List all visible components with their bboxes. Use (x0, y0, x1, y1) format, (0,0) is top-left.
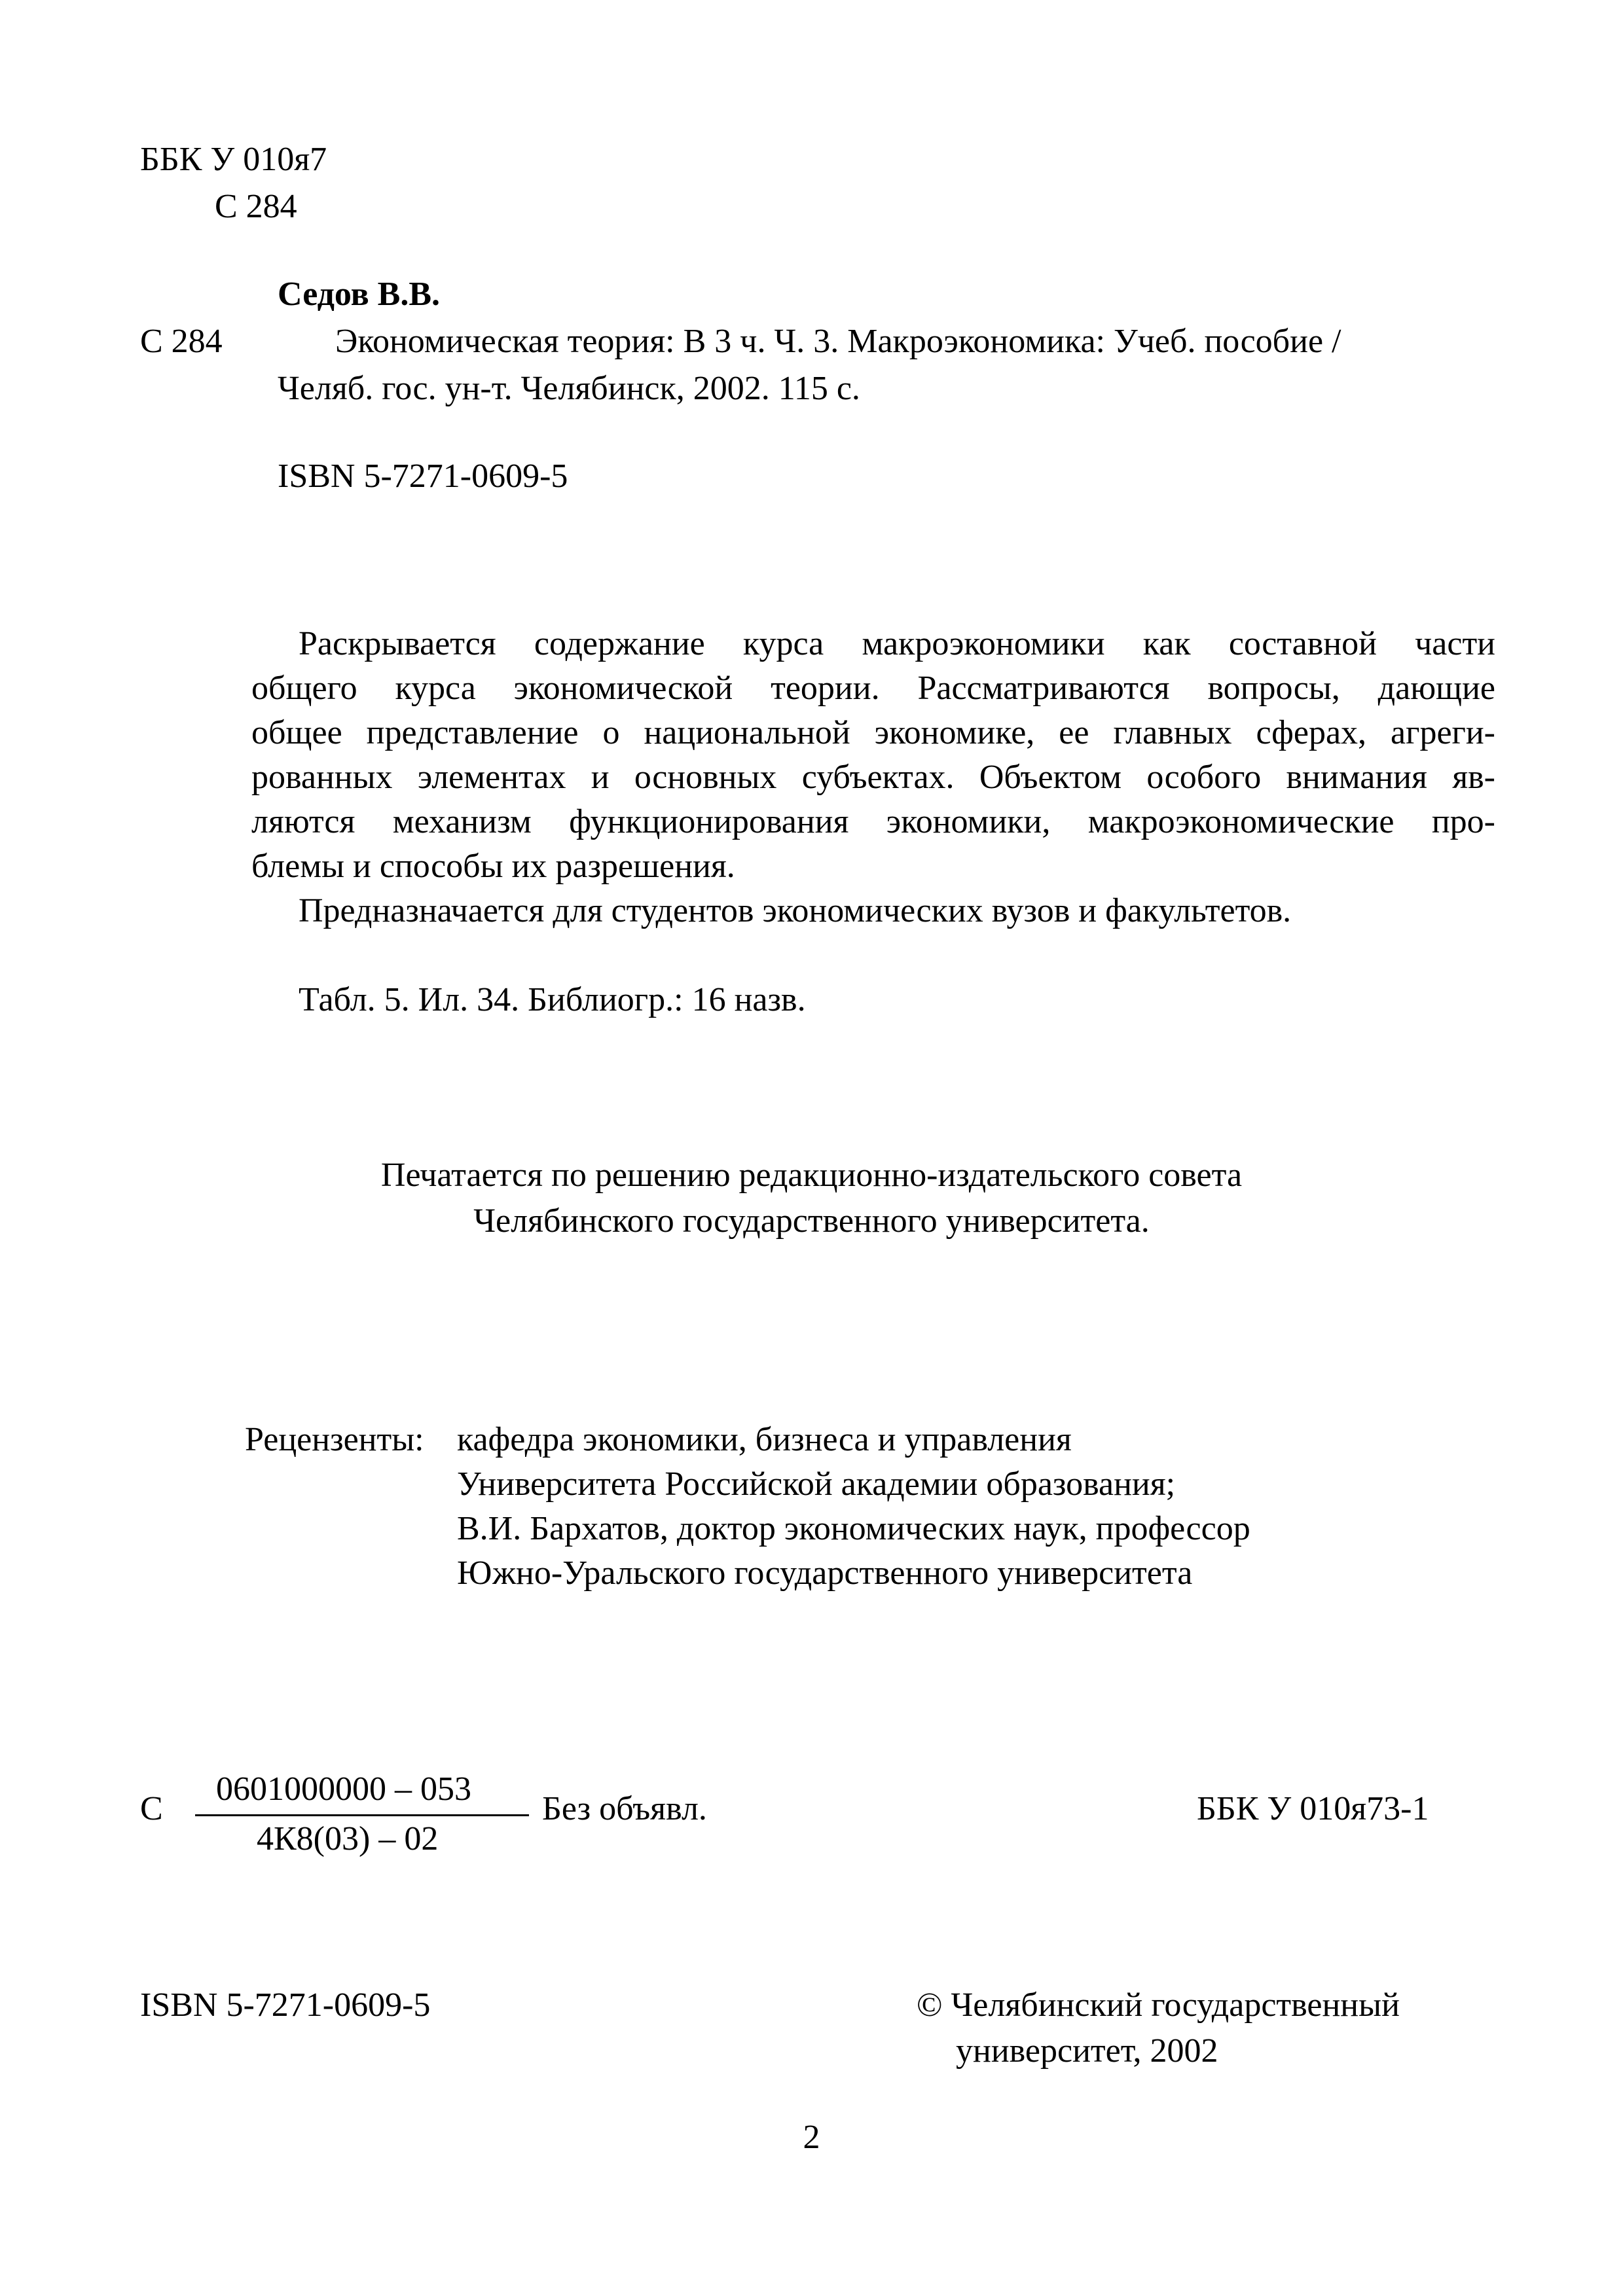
fraction-bar (195, 1814, 529, 1816)
entry-sign: С 284 (140, 323, 223, 360)
reviewer-line: Университета Российской академии образования; (457, 1465, 1176, 1503)
author-sign-code: С 284 (215, 188, 297, 225)
approval-line-2: Челябинского государственного университета. (473, 1202, 1150, 1240)
imprint-no-ads: Без объявл. (542, 1790, 707, 1827)
entry-isbn: ISBN 5-7271-0609-5 (278, 457, 568, 495)
copyright-line-2: университет, 2002 (956, 2032, 1218, 2070)
annotation-line: блемы и способы их разрешения. (251, 848, 735, 885)
imprint-bbk: ББК У 010я73-1 (1197, 1790, 1429, 1827)
reviewer-line: Южно-Уральского государственного университета (457, 1554, 1193, 1592)
approval-line-1: Печатается по решению редакционно-издательского совета (380, 1157, 1243, 1194)
annotation-line: рованных элементах и основных субъектах. Объектом особого внимания яв- (251, 759, 1495, 796)
annotation-line: ляются механизм функционирования экономики, макроэкономические про- (251, 803, 1495, 840)
annotation-line: общего курса экономической теории. Рассматриваются вопросы, дающие (251, 670, 1495, 707)
annotation-line: общее представление о национальной экономике, ее главных сферах, агреги- (251, 714, 1495, 751)
reviewer-line: кафедра экономики, бизнеса и управления (457, 1421, 1072, 1458)
annotation-audience: Предназначается для студентов экономических вузов и факультетов. (299, 892, 1292, 929)
footer-isbn: ISBN 5-7271-0609-5 (140, 1986, 431, 2024)
reviewer-line: В.И. Бархатов, доктор экономических наук, профессор (457, 1510, 1250, 1547)
annotation-stats: Табл. 5. Ил. 34. Библиогр.: 16 назв. (299, 981, 806, 1018)
imprint-letter: С (140, 1790, 163, 1827)
imprint-denominator: 4К8(03) – 02 (257, 1820, 439, 1857)
imprint-numerator: 0601000000 – 053 (216, 1770, 471, 1808)
author-name: Седов В.В. (278, 276, 441, 313)
annotation-line: Раскрывается содержание курса макроэкономики как составной части (299, 625, 1495, 662)
book-title-line-2: Челяб. гос. ун-т. Челябинск, 2002. 115 с. (278, 370, 860, 407)
copyright-line-1: © Челябинский государственный (917, 1986, 1400, 2024)
book-title-line-1: Экономическая теория: В 3 ч. Ч. 3. Макроэкономика: Учеб. пособие / (335, 323, 1341, 360)
bbk-code: ББК У 010я7 (140, 141, 327, 178)
reviewers-label: Рецензенты: (245, 1421, 424, 1458)
page-number: 2 (803, 2119, 820, 2156)
